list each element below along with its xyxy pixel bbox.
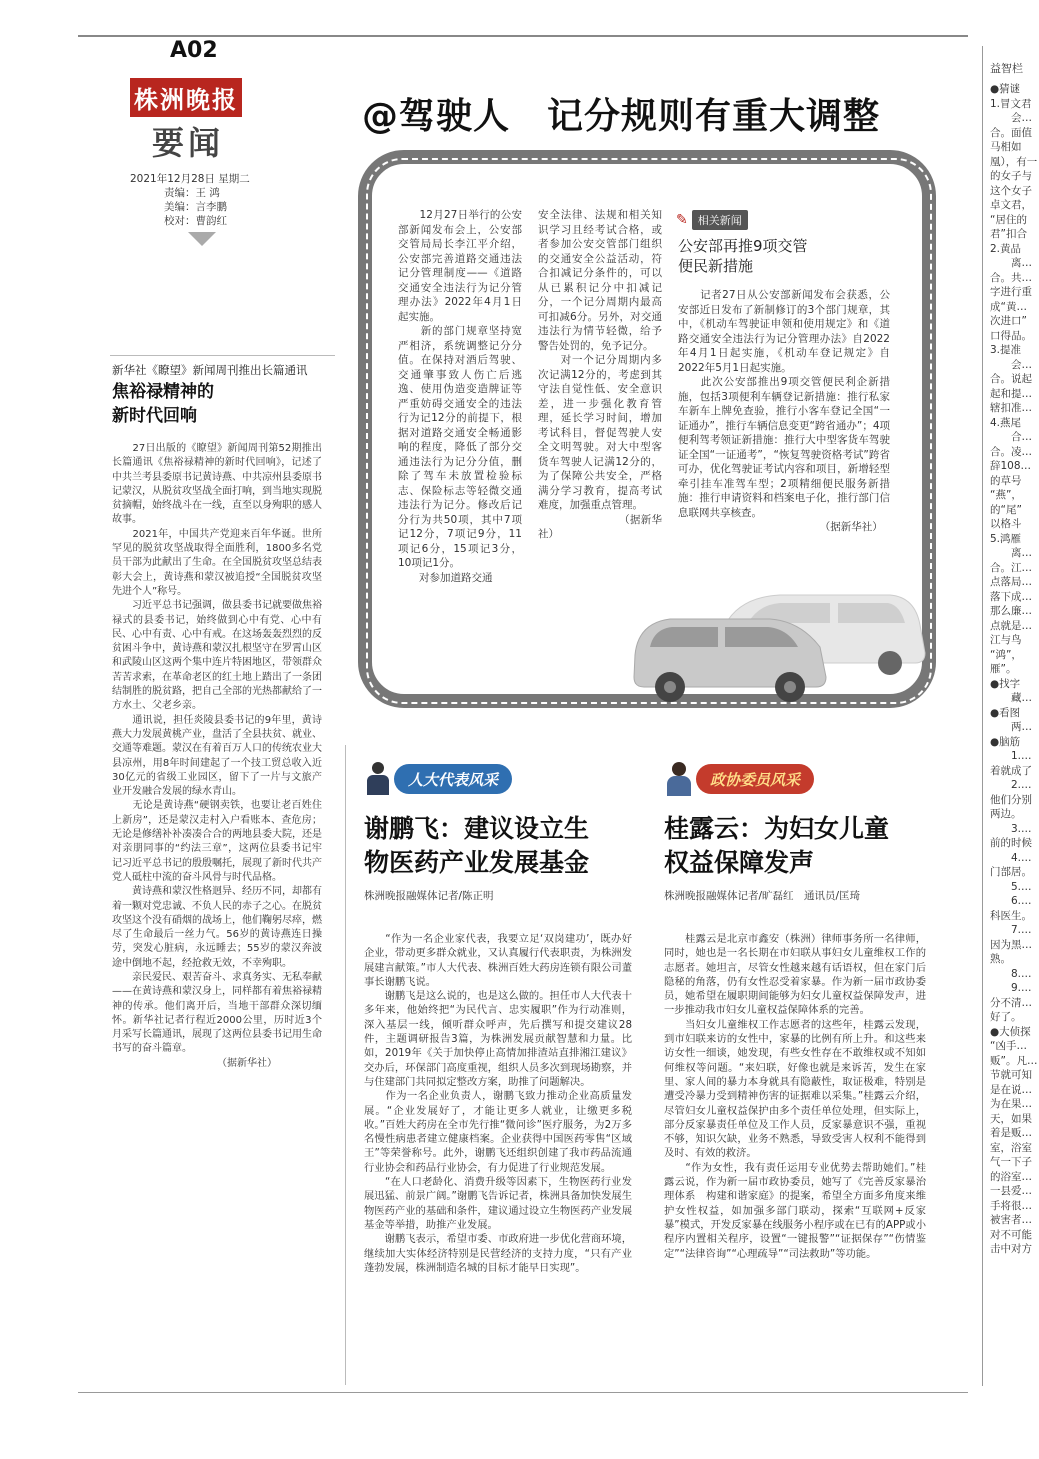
person-portrait-icon	[664, 762, 694, 796]
person-in-suit-icon	[364, 762, 392, 796]
jiao-title	[112, 380, 214, 428]
lead-column-2: 安全法律、法规和相关知识学习且经考试合格，或者参加公安交管部门组织的交通安全公益活动，符合扣减记分条件的，可以从已累积记分中扣减记分，一个记分周期内最高可扣减6分。另外，对交通违法行为情节轻微，给予警告处罚的，免予记分。 对一个记分周期内多次记满12分的，考虑到其守法自觉性低、安全意识差，进一步强化教育管理，延长学习时间，增加考试科目，督促驾驶人安全文明驾驶。对大中型客货车驾驶人记满12分的，为了保障公共安全，严格满分学习教育，提高考试难度，加强重点管理。 （据新华社）	[538, 209, 662, 540]
page-number: A02	[170, 38, 218, 63]
cppcc-body: 桂露云是北京市鑫安（株洲）律师事务所一名律师，同时，她也是一名长期在市妇联从事妇女儿童维权工作的志愿者。她坦言，尽管女性越来越有话语权，但在家门后隐秘的角落，仍有女性忍受着家暴。作为新一届市政协委员，她希望在履职期间能够为妇女儿童权益保障发声，进一步推动我市妇女儿童权益保障体系的完善。 当妇女儿童维权工作志愿者的这些年，桂露云发现，到市妇联来访的女性中，家暴的比例有所上升。和这些来访女性一细谈，她发现，有些女性存在不敢维权或不知如何维权等问题。“来妇联，好像也就是来诉苦，发生在家里、家人间的暴力本身就具有隐蔽性，取证极难，特别是遭受冷暴力受到精神伤害的证据难以采集。”桂露云介绍，尽管妇女儿童权益保护由多个责任单位处理，但实际上，部分反家暴责任单位及工作人员，反家暴意识不强，重视不够，知识欠缺，业务不熟悉，导致受害人权利不能得到及时、有效的救济。 “作为女性，我有责任运用专业优势去帮助她们。”桂露云说，作为新一届市政协委员，她写了《完善反家暴治理体系 构建和谐家庭》的提案，希望全方面多角度来维护女性权益，如加强多部门联动，探索“互联网+反家暴”模式，开发反家暴在线服务小程序或在已有的APP或小程序内置相关程序，设置“一键报警”“证据保存”“伤情鉴定”“法律咨询”“心理疏导”“司法救助”等功能。	[664, 933, 926, 1260]
related-news-tag-row	[676, 210, 748, 230]
deputy-title-line1: 谢鹏飞：建议设立生	[364, 814, 590, 843]
header-rule	[78, 35, 968, 37]
car-illustration	[630, 585, 930, 715]
right-column	[990, 60, 1039, 1380]
right-border	[982, 46, 983, 1386]
lead-headline: @驾驶人 记分规则有重大调整	[362, 96, 881, 137]
jiao-title-line2: 新时代回响	[112, 406, 197, 426]
masthead-logo: 株洲晚报	[130, 78, 242, 117]
left-rule-top	[110, 355, 335, 356]
cppcc-title-line2: 权益保障发声	[664, 848, 815, 877]
deputy-body: “作为一名企业家代表，我要立足‘双岗建功’，既办好企业，带动更多群众就业，又认真履行代表职责，为株洲发展建言献策。”市人大代表、株洲百姓大药房连锁有限公司董事长谢鹏飞说。 谢鹏飞是这么说的，也是这么做的。担任市人大代表十多年来，他始终把“为民代言、忠实履职”作为行动准则，深入基层一线，倾听群众呼声，先后撰写和提交建议28件，主题调研报告3篇，为株洲发展贡献智慧和力量。比如，2019年《关于加快停止高情加排渣站直排湘江建议》交办后，环保部门高度重视，组织人员多次到现场勘察，并与住建部门共同拟定整改方案，助推了问题解决。 作为一名企业负责人，谢鹏飞致力推动企业高质量发展。“企业发展好了，才能让更多人就业，让缴更多税收。”百姓大药房在全市先行推“微问诊”医疗服务，为2万多名慢性病患者建立健康档案。企业获得中国医药零售“区域王”等荣誉称号。此外，谢鹏飞还组织创建了我市药品流通行业协会和药品行业协会，有力促进了行业规范发展。 “在人口老龄化、消费升级等因素下，生物医药行业发展迅猛、前景广阔。”谢鹏飞告诉记者，株洲具备加快发展生物医药产业的基础和条件，建议通过设立生物医药产业发展基金等举措，助推产业发展。 谢鹏飞表示，希望市委、市政府进一步优化营商环境，继续加大实体经济特别是民营经济的支持力度，“只有产业蓬勃发展，株洲制造名城的目标才能早日实现”。	[364, 933, 632, 1274]
right-body: ●猜谜 1.冒文君 会… 合。面值 马相如 凰），有一 的女子与 这个女子 卓文君， “居住的 君”扣合 2.黄品 离… 合。共… 字进行重 成“黄… 次进口” 口得品。 3.提准 会… 合。说起 起和提… 辖扣准… 4.燕尾 合… 合。凌… 辞108… 的草号 “燕”， 的“尾” 以格斗 5.鸿雁 离… 合。江… 点落局… 落下成… 那么廉… 点就是… 江与鸟 “鸿”， 雁”。 ●找字 藏… ●看图 两… ●脑筋 1.… 着就成了 2.… 他们分别 两边。 3.… 前的时候 4.… 门部居。 5.… 6.… 科医生。 7.… 因为黑… 熟。 8.… 9.… 分不清… 好了。 ●大侦探 “凶手… 贩”。凡… 节就可知 是在说… 为在果… 天，如果 着是贩… 室，浴室 气一下子 的浴室… 一县爱… 手将很… 被害者… 对不可能 击中对方	[990, 83, 1038, 1255]
deputy-badge-row	[364, 762, 512, 796]
jiao-body: 27日出版的《瞭望》新闻周刊第52期推出长篇通讯《焦裕禄精神的新时代回响》，记述了中共兰考县委原书记黄诗燕、中共凉州县委原书记蒙汉，从脱贫攻坚战全面打响，到当地实现脱贫摘帽，始终战斗在一线，直至以身殉职的感人故事。 2021年，中国共产党迎来百年华诞。世所罕见的脱贫攻坚战取得全面胜利，1800多名党员干部为此献出了生命。在全国脱贫攻坚总结表彰大会上，黄诗燕和蒙汉被追授“全国脱贫攻坚先进个人”称号。 习近平总书记强调，做县委书记就要做焦裕禄式的县委书记，始终做到心中有党、心中有民、心中有责、心中有戒。在这场轰轰烈烈的反贫困斗争中，黄诗燕和蒙汉扎根坚守在罗霄山区和武陵山区这两个集中连片特困地区，带领群众苦苦求索，在革命老区的红土地上踏出了一条团结制胜的脱贫路，把自己全部的光热都献给了一方水土、父老乡亲。 通讯说，担任炎陵县委书记的9年里，黄诗燕大力发展黄桃产业，盘活了全县扶贫、就业、交通等难题。蒙汉在有着百万人口的传统农业大县凉州，用8年时间建起了一个技工贸总收入近30亿元的省级工业园区，留下了一片与文旅产业开发融合发展的绿水青山。 无论是黄诗燕“硬钢卖铁，也要让老百姓住上新房”，还是蒙汉走村入户看账本、查危房；无论是修缮补补凑凑合合的两地县委大院，还是对亲朋同事的“约法三章”，这两位县委书记牢记习近平总书记的殷殷嘱托，展现了新时代共产党人砥柱中流的奋斗风骨与时代品格。 黄诗燕和蒙汉性格迥异、经历不同，却都有着一颗对党忠诚、不负人民的赤子之心。在脱贫攻坚这个没有硝烟的战场上，他们鞠躬尽瘁，燃尽了生命最后一丝力气。56岁的黄诗燕连日操劳，突发心脏病，永远睡去；55岁的蒙汉奔波途中倒地不起，经抢救无效，不幸殉职。 亲民爱民、艰苦奋斗、求真务实、无私奉献——在黄诗燕和蒙汉身上，同样都有着焦裕禄精神的传承。他们离开后，当地干部群众深切缅怀。新华社记者行程近2000公里，历时近3个月采写长篇通讯，展现了这两位县委书记用生命书写的奋斗篇章。 （据新华社）	[112, 443, 322, 1069]
related-title-line1: 公安部再推9项交管	[678, 237, 808, 255]
jiao-title-line1: 焦裕禄精神的	[112, 382, 214, 402]
cppcc-byline: 株洲晚报融媒体记者/旷磊红 通讯员/匡琦	[664, 890, 861, 902]
deputy-title-line2: 物医药产业发展基金	[364, 848, 590, 877]
pen-icon: ✎	[676, 212, 688, 228]
cppcc-headline	[664, 812, 889, 880]
related-news-body: 记者27日从公安部新闻发布会获悉，公安部近日发布了新制修订的3个部门规章，其中，《机动车驾驶证申领和使用规定》和《道路交通安全违法行为记分管理办法》自2022年4月1日起实施，《机动车登记规定》自2022年5月1日起实施。 此次公安部推出9项交管便民利企新措施，包括3项便利车辆登记新措施：推行私家车新车上牌免查验，推行小客车登记全国“一证通办”，推行车辆信息变更“跨省通办”；4项便利驾考领证新措施：推行大中型客货车驾驶证全国“一证通考”，“恢复驾驶资格考试”跨省可办，优化驾驶证考试内容和项目，新增轻型牵引挂车准驾车型；2项精细便民服务新措施：推行申请资料和档案电子化，推行部门信息联网共享核查。 （据新华社）	[678, 289, 890, 533]
cppcc-title-line1: 桂露云：为妇女儿童	[664, 814, 890, 843]
lead-column-1: 12月27日举行的公安部新闻发布会上，公安部交管局局长李江平介绍，公安部完善道路交通违法记分管理制度——《道路交通安全违法行为记分管理办法》2022年4月1日起实施。 新的部门规章坚持宽严相济，系统调整记分分值。在保持对酒后驾驶、交通肇事致人伤亡后逃逸、使用伪造变造牌证等严重妨碍交通安全的违法行为记12分的前提下，根据对道路交通安全畅通影响的程度，降低了部分交通违法行为记分分值，删除了驾车未放置检验标志、保险标志等轻微交通违法行为记分。修改后记分行为共50项，其中7项记12分，7项记9分，11项记6分，15项记3分，10项记1分。 对参加道路交通	[398, 209, 522, 584]
art-editor: 美编：言李鹏	[164, 201, 227, 213]
jiao-kicker: 新华社《瞭望》新闻周刊推出长篇通讯	[112, 363, 308, 377]
deputy-badge: 人大代表风采	[394, 764, 512, 794]
related-news-title	[678, 236, 808, 276]
masthead-meta	[130, 172, 250, 228]
editor: 责编：王 鸿	[164, 187, 220, 199]
deputy-headline	[364, 812, 589, 880]
cppcc-badge-row	[664, 762, 814, 796]
cppcc-badge: 政协委员风采	[696, 764, 814, 794]
issue-date: 2021年12月28日 星期二	[130, 173, 250, 185]
related-title-line2: 便民新措施	[678, 257, 754, 275]
related-news-tag: 相关新闻	[692, 210, 748, 230]
masthead-pointer	[188, 232, 216, 246]
left-column-divider	[345, 745, 346, 1385]
section-title: 要闻	[152, 124, 225, 162]
right-heading: 益智栏	[990, 62, 1023, 75]
proofreader: 校对：曹韵红	[164, 215, 227, 227]
deputy-byline: 株洲晚报融媒体记者/陈正明	[364, 890, 494, 902]
front-car	[634, 619, 826, 702]
footer-rule	[78, 1392, 968, 1393]
